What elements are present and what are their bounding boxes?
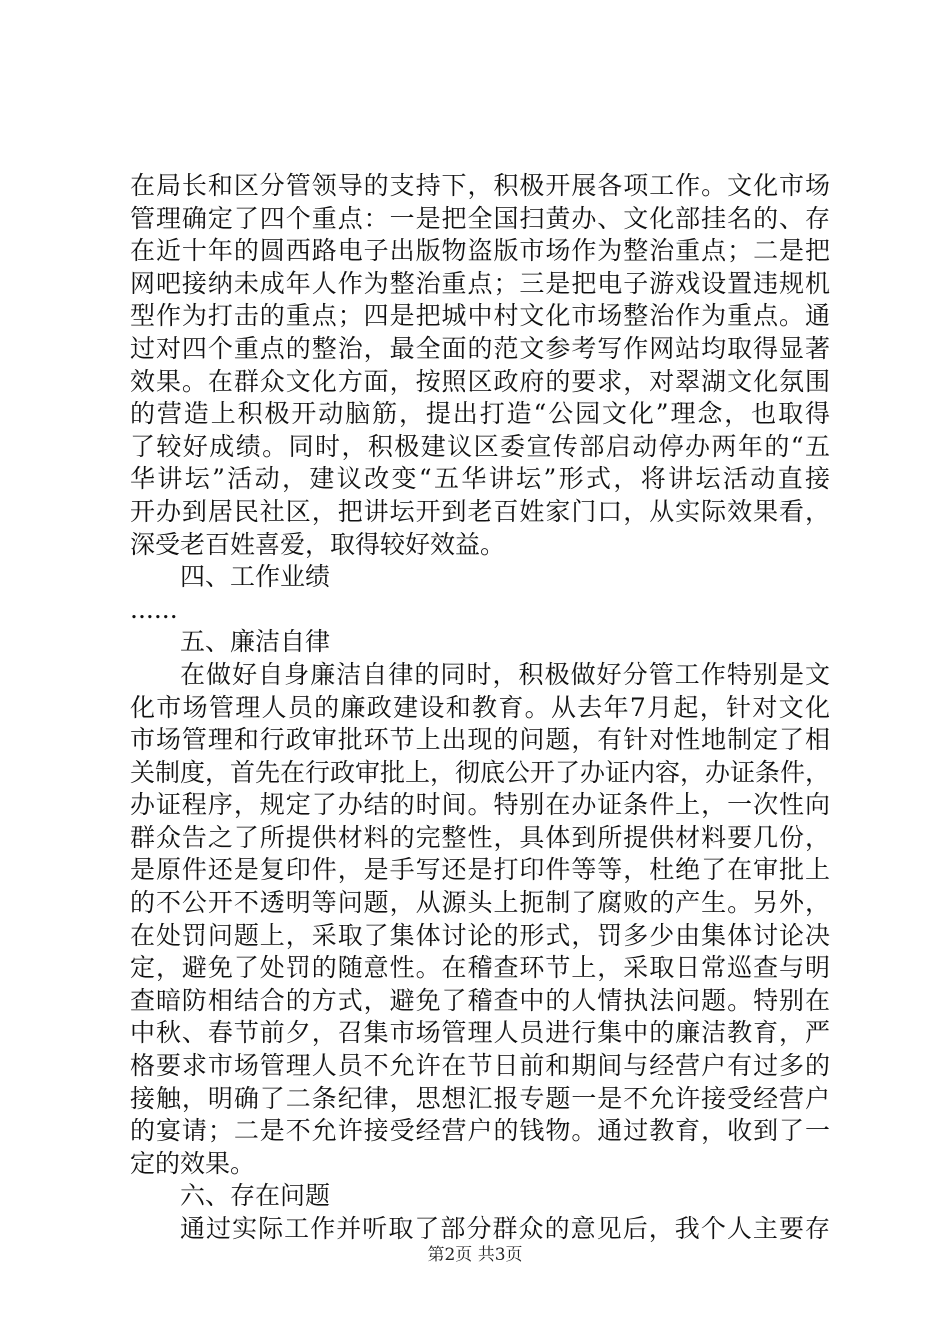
text-line: 查暗防相结合的方式，避免了稽查中的人情执法问题。特别在 xyxy=(130,985,830,1015)
text-line: 化市场管理人员的廉政建设和教育。从去年7月起，针对文化 xyxy=(130,692,830,722)
text-line: 关制度，首先在行政审批上，彻底公开了办证内容，办证条件， xyxy=(130,757,830,787)
text-line: 深受老百姓喜爱，取得较好效益。 xyxy=(130,529,506,559)
text-line: 通过实际工作并听取了部分群众的意见后，我个人主要存 xyxy=(180,1214,830,1243)
text-line: 的不公开不透明等问题，从源头上扼制了腐败的产生。另外， xyxy=(130,888,830,918)
paragraph-problems xyxy=(130,1213,830,1246)
document-body xyxy=(130,170,830,1246)
text-line: 的营造上积极开动脑筋，提出打造“公园文化”理念，也取得 xyxy=(130,399,830,429)
text-line: 效果。在群众文化方面，按照区政府的要求，对翠湖文化氛围 xyxy=(130,366,830,396)
text-line: 是原件还是复印件，是手写还是打印件等等，杜绝了在审批上 xyxy=(130,855,830,885)
text-line: 市场管理和行政审批环节上出现的问题，有针对性地制定了相 xyxy=(130,725,830,755)
section-heading-problems: 六、存在问题 xyxy=(180,1181,331,1211)
paragraph-integrity xyxy=(130,659,830,1181)
text-line: 中秋、春节前夕，召集市场管理人员进行集中的廉洁教育，严 xyxy=(130,1018,830,1048)
text-line: 在处罚问题上，采取了集体讨论的形式，罚多少由集体讨论决 xyxy=(130,920,830,950)
text-line: 管理确定了四个重点：一是把全国扫黄办、文化部挂名的、存 xyxy=(130,203,830,233)
text-line: 在做好自身廉洁自律的同时，积极做好分管工作特别是文 xyxy=(180,659,830,689)
section-heading-achievements: 四、工作业绩 xyxy=(180,562,331,592)
ellipsis: ...... xyxy=(130,594,178,624)
text-line: 在近十年的圆西路电子出版物盗版市场作为整治重点；二是把 xyxy=(130,236,830,266)
text-line: 华讲坛”活动，建议改变“五华讲坛”形式，将讲坛活动直接 xyxy=(130,464,830,494)
text-line: 接触，明确了二条纪律，思想汇报专题一是不允许接受经营户 xyxy=(130,1083,830,1113)
text-line: 网吧接纳未成年人作为整治重点；三是把电子游戏设置违规机 xyxy=(130,268,830,298)
section-heading-integrity: 五、廉洁自律 xyxy=(180,627,331,657)
text-line: 型作为打击的重点；四是把城中村文化市场整治作为重点。通 xyxy=(130,301,830,331)
text-line: 办证程序，规定了办结的时间。特别在办证条件上，一次性向 xyxy=(130,790,830,820)
text-line: 了较好成绩。同时，积极建议区委宣传部启动停办两年的“五 xyxy=(130,431,830,461)
text-line: 过对四个重点的整治，最全面的范文参考写作网站均取得显著 xyxy=(130,333,830,363)
text-line: 开办到居民社区，把讲坛开到老百姓家门口，从实际效果看， xyxy=(130,496,830,526)
text-line: 定的效果。 xyxy=(130,1148,256,1178)
text-line: 群众告之了所提供材料的完整性，具体到所提供材料要几份， xyxy=(130,822,830,852)
text-line: 的宴请；二是不允许接受经营户的钱物。通过教育，收到了一 xyxy=(130,1116,830,1146)
text-line: 在局长和区分管领导的支持下，积极开展各项工作。文化市场 xyxy=(130,171,830,200)
page-footer: 第2页 共3页 xyxy=(427,1245,523,1265)
text-line: 定，避免了处罚的随意性。在稽查环节上，采取日常巡查与明 xyxy=(130,953,830,983)
paragraph-work-summary xyxy=(130,170,830,561)
text-line: 格要求市场管理人员不允许在节日前和期间与经营户有过多的 xyxy=(130,1051,830,1081)
